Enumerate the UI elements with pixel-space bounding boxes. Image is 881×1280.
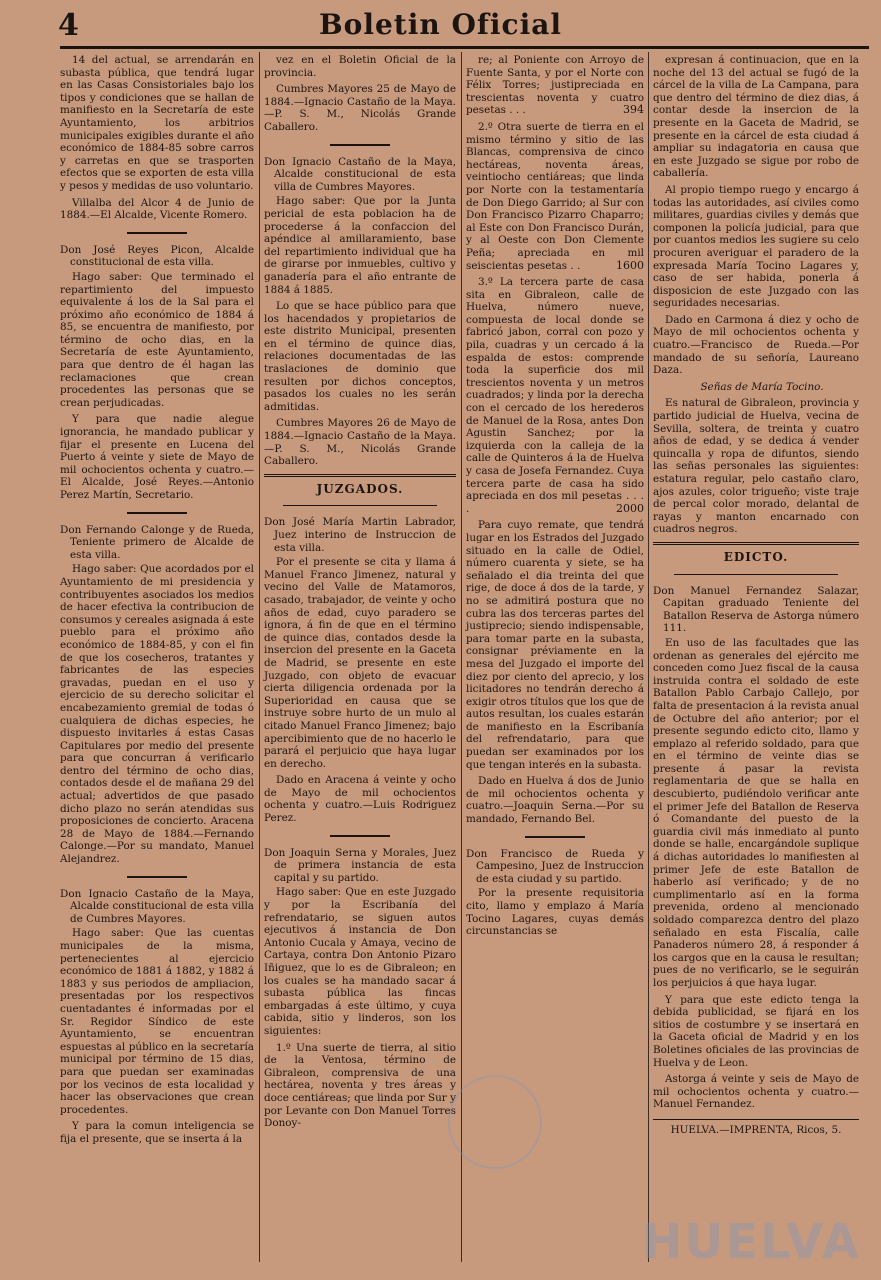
property-text: 2.º Otra suerte de tierra en el mismo término y sitio de las Blancas, comprensiva de cinco hectáreas, noventa áreas, veintiocho centiáreas; que linda por Norte con la testamentaría de Don Diego Garrido; al Sur con Don Francisco Pizarro Chaparro; al Este con Don Francisco Durán, y al Oeste con Don Clemente Peña; apreciada en mil seiscientas pesetas . .: [466, 120, 644, 272]
notice-signature: Cumbres Mayores 25 de Mayo de 1884.—Ignacio Castaño de la Maya.—P. S. M., Nicolás Grande Caballero.: [264, 83, 456, 133]
property-item: [466, 54, 644, 117]
notice-heading: Don Manuel Fernandez Salazar, Capitan graduado Teniente del Batallon Reserva de Astorga número 111.: [653, 584, 859, 635]
section-title: JUZGADOS.: [316, 481, 404, 496]
notice-text: Hago saber: Que las cuentas municipales de la misma, pertenecientes al ejercicio económico de 1881 á 1882, y 1882 á 1883 y sus periodos de ampliacion, presentadas por los respectivos cuentadantes é informadas por el Sr. Regidor Síndico de este Ayuntamiento, se encuentran espuestas al público en la secretaría municipal por término de 15 dias, para que puedan ser examinadas por los vecinos de esta localidad y hacer las observaciones que crean procedentes.: [60, 927, 254, 1116]
notice-text: Por el presente se cita y llama á Manuel Franco Jimenez, natural y vecino del Valle de Matamoros, casado, trabajador, de veinte y ocho años de edad, cuyo paradero se ignora, á fin de que en el término de quince dias, contados desde la insercion del presente en la Gaceta de Madrid, se presente en este Juzgado, con objeto de evacuar cierta diligencia ordenada por la Superioridad en causa que se instruye sobre hurto de un mulo al citado Manuel Franco Jimenez; bajo apercibimiento que de no hacerlo le parará el perjuicio que haya lugar en derecho.: [264, 556, 456, 770]
notice-text: Lo que se hace público para que los hacendados y propietarios de este distrito Municipal, presenten en el término de quince dias, relaciones documentadas de las traslaciones de dominio que resulten por dichos conceptos, pasados los cuales no les serán admitidas.: [264, 300, 456, 413]
notice-signature: Cumbres Mayores 26 de Mayo de 1884.—Ignacio Castaño de la Maya.—P. S. M., Nicolás Grande Caballero.: [264, 417, 456, 468]
notice-text: Y para que este edicto tenga la debida publicidad, se fijará en los sitios de costumbre y se insertará en la Gaceta oficial de Madrid y en los Boletines oficiales de las provincias de Huelva y de Leon.: [653, 993, 859, 1069]
property-item: [466, 121, 644, 272]
top-rule: [60, 46, 869, 49]
column-4: [653, 54, 859, 1137]
notice-text: vez en el Boletin Oficial de la provincia.: [264, 54, 456, 79]
notice-heading: Don Fernando Calonge y de Rueda, Teniente primero de Alcalde de esta villa.: [60, 523, 254, 561]
property-text: 3.º La tercera parte de casa sita en Gibraleon, calle de Huelva, número nueve, compuesta de local donde se fabricó jabon, corral con pozo y pila, cuadras y un cercado á la espalda de estos: comprende toda la superficie dos mil trescientos noventa y un metros cuadrados; y linda por la derecha con el cercado de los herederos de Manuel de la Rosa, antes Don Agustin Sanchez; por la izquierda con la calleja de la calle de Quinteros á la de Huelva y casa de Josefa Fernandez. Cuya tercera parte de casa ha sido apreciada en dos mil pesetas . . . .: [466, 276, 644, 515]
notice-signature: Dado en Huelva á dos de Junio de mil ochocientos ochenta y cuatro.—Joaquin Serna.—Por su mandado, Fernando Bel.: [466, 775, 644, 826]
column-1: [60, 54, 254, 1150]
property-amount: 1600: [616, 258, 644, 272]
property-amount: 2000: [616, 501, 644, 515]
column-divider: [648, 52, 649, 1262]
notice-signature: Dado en Carmona á diez y ocho de Mayo de mil ochocientos ochenta y cuatro.—Francisco de Rueda.—Por mandado de su señoría, Laureano Daza.: [653, 313, 859, 377]
notice-text: Por la presente requisitoria cito, llamo y emplazo á María Tocino Lagares, cuyas demás circunstancias se: [466, 887, 644, 938]
separator: [330, 144, 390, 146]
masthead-title: Boletin Oficial: [318, 8, 562, 41]
column-2: [264, 54, 456, 1134]
section-rule: [264, 474, 456, 477]
library-stamp: [448, 1075, 542, 1169]
column-3: [466, 54, 644, 942]
notice-signature: Astorga á veinte y seis de Mayo de mil ochocientos ochenta y cuatro.—Manuel Fernandez.: [653, 1073, 859, 1111]
notice-text: 1.º Una suerte de tierra, al sitio de la Ventosa, término de Gibraleon, comprensiva de una hectárea, noventa y tres áreas y doce centiáreas; que linda por Sur y por Levante con Don Manuel Torres Donoy-: [264, 1041, 456, 1130]
section-title: EDICTO.: [723, 549, 789, 564]
separator: [127, 232, 187, 234]
separator: [674, 574, 839, 575]
notice-text: Al propio tiempo ruego y encargo á todas las autoridades, así civiles como militares, guardias civiles y demás que componen la policía judicial, para que por cuantos medios les sugiere su celo procuren averiguar el paradero de la expresada María Tocino Lagares y, caso de ser habida, ponerla á disposicion de este Juzgado con las seguridades necesarias.: [653, 183, 859, 310]
notice-heading: Don Ignacio Castaño de la Maya, Alcalde constitucional de esta villa de Cumbres Mayores.: [60, 887, 254, 925]
imprint-footer: HUELVA.—IMPRENTA, Ricos, 5.: [653, 1119, 859, 1137]
notice-text: Hago saber: Que acordados por el Ayuntamiento de mi presidencia y contribuyentes asociados los medios de hacer efectiva la contribucion de consumos y cereales asignada á este pueblo para el próximo año económico de 1884-85, y con el fin de que los cosecheros, tratantes y fabricantes de las especies gravadas, puedan en el uso y ejercicio de su derecho solicitar el encabezamiento gremial de todas ó cualquiera de dichas especies, he dispuesto invitarles á estas Casas Capitulares por medio del presente para que concurran á verificarlo dentro del término de ocho dias, contados desde el de mañana 29 del actual; advertidos de que pasado dicho plazo no serán atendidas sus proposiciones de concierto. Aracena 28 de Mayo de 1884.—Fernando Calonge.—Por su mandato, Manuel Alejandrez.: [60, 563, 254, 866]
subheading: Señas de María Tocino.: [700, 380, 824, 393]
notice-text: Es natural de Gibraleon, provincia y partido judicial de Huelva, vecina de Sevilla, soltera, de treinta y cuatro años de edad, y se dedica á vender quincalla y ropa de difuntos, siendo las señas personales las siguientes: estatura regular, pelo castaño claro, ajos azules, color trigueño; viste traje de percal color morado, delantal de rayas y manton encarnado con cuadros negros.: [653, 397, 859, 536]
notice-heading: Don José Reyes Picon, Alcalde constitucional de esta villa.: [60, 243, 254, 269]
notice-heading: Don Ignacio Castaño de la Maya, Alcalde constitucional de esta villa de Cumbres Mayores.: [264, 155, 456, 193]
notice-text: Y para la comun inteligencia se fija el presente, que se inserta á la: [60, 1120, 254, 1145]
property-text: re; al Poniente con Arroyo de Fuente Santa, y por el Norte con Félix Torres; justipreciada en trescientas noventa y cuatro pesetas . . .: [466, 54, 644, 117]
notice-heading: Don José María Martin Labrador, Juez interino de Instruccion de esta villa.: [264, 516, 456, 554]
notice-text: En uso de las facultades que las ordenan as generales del ejército me conceden como Juez fiscal de la causa instruida contra el soldado de este Batallon Pablo Carbajo Callejo, por falta de presentacion á la revista anual de Octubre del año anterior; por el presente segundo edicto cito, llamo y emplazo al referido soldado, para que en el término de veinte dias se presente á pasar la revista reglamentaria de que se halla en descubierto, pudiéndolo verificar ante el primer Jefe del Batallon de Reserva ó Comandante del puesto de la guardia civil más inmediato al punto donde se halle, encargándole suplique á dichas autoridades lo manifiesten al primer Jefe de este Batallon de haberlo así verificado; y de no cumplimentarlo así en la forma prevenida, ordeno al mencionado soldado comparezca dentro del plazo señalado en esta Fiscalía, calle Panaderos número 28, á responder á los cargos que en la causa le resultan; pues de no verificarlo, se le seguirán los perjuicios á que haya lugar.: [653, 636, 859, 989]
notice-text: Hago saber: Que en este Juzgado y por la Escribanía del refrendatario, se siguen autos ejecutivos á instancia de Don Antonio Cucala y Amaya, vecino de Cartaya, contra Don Antonio Pizaro Iñiguez, que lo es de Gibraleon; en los cuales se ha mandado sacar á subasta pública las fincas embargadas á este último, y cuya cabida, sitio y linderos, son los siguientes:: [264, 886, 456, 1037]
notice-text: 14 del actual, se arrendarán en subasta pública, que tendrá lugar en las Casas Consistoriales bajo los tipos y condiciones que se hallan de manifiesto en la Secretaría de este Ayuntamiento, los arbitrios municipales exigibles durante el año económico de 1884-85 sobre carros y carretas en que se trasporten efectos que se exporten de esta villa y pesos y medidas de uso voluntario.: [60, 54, 254, 192]
notice-heading: Don Francisco de Rueda y Campesino, Juez de Instruccion de esta ciudad y su partido.: [466, 847, 644, 885]
property-item: [466, 276, 644, 515]
separator: [525, 836, 585, 838]
separator: [127, 512, 187, 514]
notice-signature: Dado en Aracena á veinte y ocho de Mayo de mil ochocientos ochenta y cuatro.—Luis Rodriguez Perez.: [264, 774, 456, 825]
notice-text: Para cuyo remate, que tendrá lugar en los Estrados del Juzgado situado en la calle de Odiel, número cuarenta y siete, se ha señalado el dia treinta del que rige, de doce á dos de la tarde, y no se admitirá postura que no cubra las dos terceras partes del justiprecio; siendo indispensable, para tomar parte en la subasta, consignar préviamente en la mesa del Juzgado el importe del diez por ciento del aprecio, y los licitadores no tendrán derecho á exigir otros títulos que los que de autos resultan, los cuales estarán de manifiesto en la Escribanía del refrendatario, para que puedan ser examinados por los que tengan interés en la subasta.: [466, 519, 644, 771]
notice-text: Y para que nadie alegue ignorancia, he mandado publicar y fijar el presente en Lucena del Puerto á veinte y siete de Mayo de mil ochocientos ochenta y cuatro.—El Alcalde, José Reyes.—Antonio Perez Martín, Secretario.: [60, 413, 254, 501]
separator: [127, 876, 187, 878]
notice-text: Hago saber: Que terminado el repartimiento del impuesto equivalente á los de la Sal para el próximo año económico de 1884 á 85, se encuentra de manifiesto, por término de ocho dias, en la Secretaría de este Ayuntamiento, para que dentro de él hagan las reclamaciones que crean procedentes las personas que se crean perjudicadas.: [60, 270, 254, 409]
notice-signature: Villalba del Alcor 4 de Junio de 1884.—El Alcalde, Vicente Romero.: [60, 196, 254, 222]
section-rule: [653, 542, 859, 545]
column-divider: [259, 52, 260, 1262]
separator: [330, 835, 390, 837]
page-number: 4: [58, 8, 79, 43]
property-amount: 394: [623, 103, 644, 117]
notice-heading: Don Joaquin Serna y Morales, Juez de primera instancia de esta capital y su partido.: [264, 846, 456, 884]
notice-text: Hago saber: Que por la Junta pericial de esta poblacion ha de procederse á la confaccion del apéndice al amillaramiento, base del repartimiento individual que ha de girarse por inmuebles, cultivo y ganadería para el año entrante de 1884 á 1885.: [264, 195, 456, 296]
notice-text: expresan á continuacion, que en la noche del 13 del actual se fugó de la cárcel de la villa de La Campana, para que dentro del término de diez dias, á contar desde la insercion de la presente en la Gaceta de Madrid, se presente en la cárcel de esta ciudad á ampliar su indagatoria en causa que en este Juzgado se sigue por robo de caballería.: [653, 54, 859, 180]
column-divider: [461, 52, 462, 1262]
separator: [283, 505, 437, 506]
watermark: HUELVA: [642, 1214, 861, 1270]
